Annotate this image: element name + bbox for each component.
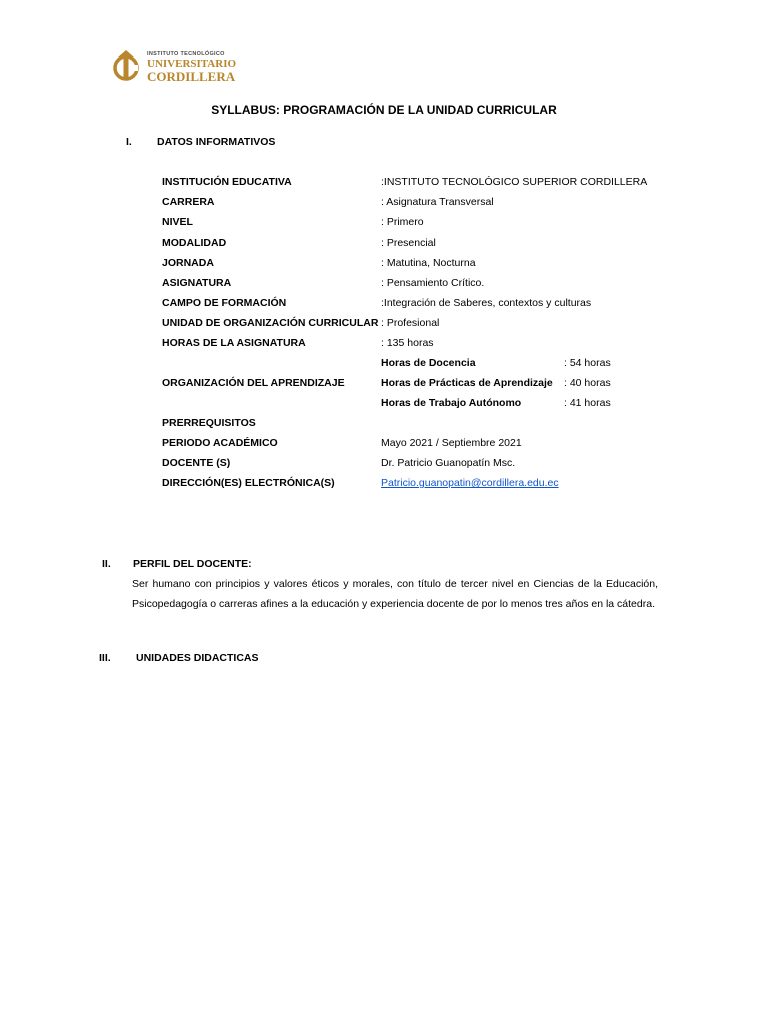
info-label: JORNADA	[162, 257, 214, 269]
logo-emblem-icon	[110, 48, 142, 84]
info-row-unidad	[162, 317, 642, 331]
section-2-number: II.	[102, 558, 111, 570]
info-label: DOCENTE (S)	[162, 457, 231, 469]
org-item-name: Horas de Trabajo Autónomo	[381, 397, 522, 409]
info-value: : 135 horas	[381, 337, 434, 349]
info-row-asignatura	[162, 277, 642, 291]
info-label: HORAS DE LA ASIGNATURA	[162, 337, 306, 349]
logo-line-2: UNIVERSITARIO	[147, 57, 237, 70]
info-row-institucion	[162, 176, 648, 190]
info-row-periodo	[162, 437, 642, 451]
org-row-autonomo	[162, 397, 642, 411]
info-label: ORGANIZACIÓN DEL APRENDIZAJE	[162, 377, 345, 389]
org-item-name: Horas de Prácticas de Aprendizaje	[381, 377, 553, 389]
email-link[interactable]: Patricio.guanopatin@cordillera.edu.ec	[381, 477, 559, 489]
info-value: :INSTITUTO TECNOLÓGICO SUPERIOR CORDILLERA	[381, 176, 648, 188]
info-label: PRERREQUISITOS	[162, 417, 256, 429]
info-row-carrera	[162, 196, 642, 210]
info-row-jornada	[162, 257, 642, 271]
info-label: CAMPO DE FORMACIÓN	[162, 297, 287, 309]
org-item-value: : 54 horas	[564, 357, 611, 369]
info-row-modalidad	[162, 237, 642, 251]
paragraph-line: Ser humano con principios y valores éticos y morales, con título de tercer nivel en Ciencias de la Educación,	[132, 578, 658, 590]
logo-wordmark	[147, 52, 236, 83]
document-title: SYLLABUS: PROGRAMACIÓN DE LA UNIDAD CURRICULAR	[211, 103, 557, 117]
info-row-campo	[162, 297, 642, 311]
info-value: : Matutina, Nocturna	[381, 257, 476, 269]
info-label: CARRERA	[162, 196, 215, 208]
org-item-name: Horas de Docencia	[381, 357, 476, 369]
logo-line-3: CORDILLERA	[147, 68, 236, 84]
org-row-docencia	[162, 357, 642, 371]
info-label: MODALIDAD	[162, 237, 227, 249]
institution-logo	[110, 48, 240, 84]
info-row-docente	[162, 457, 642, 471]
info-value: : Pensamiento Crítico.	[381, 277, 485, 289]
info-row-nivel	[162, 216, 642, 230]
org-item-value: : 40 horas	[564, 377, 611, 389]
info-label: DIRECCIÓN(ES) ELECTRÓNICA(S)	[162, 477, 335, 489]
info-row-prerrequisitos	[162, 417, 642, 431]
info-value: : Asignatura Transversal	[381, 196, 494, 208]
info-row-horas	[162, 337, 642, 351]
section-1-number: I.	[126, 136, 132, 148]
info-value: : Presencial	[381, 237, 436, 249]
info-label: UNIDAD DE ORGANIZACIÓN CURRICULAR	[162, 317, 379, 329]
org-row-practicas	[162, 377, 642, 391]
perfil-docente-paragraph	[132, 574, 658, 614]
section-2-heading: PERFIL DEL DOCENTE:	[133, 558, 252, 570]
logo-line-1: INSTITUTO TECNOLÓGICO	[147, 51, 225, 57]
info-row-email	[162, 477, 642, 491]
section-3-number: III.	[99, 652, 111, 664]
info-label: NIVEL	[162, 216, 193, 228]
info-label: INSTITUCIÓN EDUCATIVA	[162, 176, 292, 188]
section-3-heading: UNIDADES DIDACTICAS	[136, 652, 259, 664]
info-label: ASIGNATURA	[162, 277, 232, 289]
org-item-value: : 41 horas	[564, 397, 611, 409]
info-value: : Primero	[381, 216, 424, 228]
section-1-heading: DATOS INFORMATIVOS	[157, 136, 276, 148]
info-label: PERIODO ACADÉMICO	[162, 437, 278, 449]
info-value: : Profesional	[381, 317, 440, 329]
paragraph-line: Psicopedagogía o carreras afines a la educación y experiencia docente de por lo menos tres años en la cátedra.	[132, 598, 655, 610]
info-value: Dr. Patricio Guanopatín Msc.	[381, 457, 516, 469]
info-value: Mayo 2021 / Septiembre 2021	[381, 437, 522, 449]
info-value: :Integración de Saberes, contextos y culturas	[381, 297, 592, 309]
